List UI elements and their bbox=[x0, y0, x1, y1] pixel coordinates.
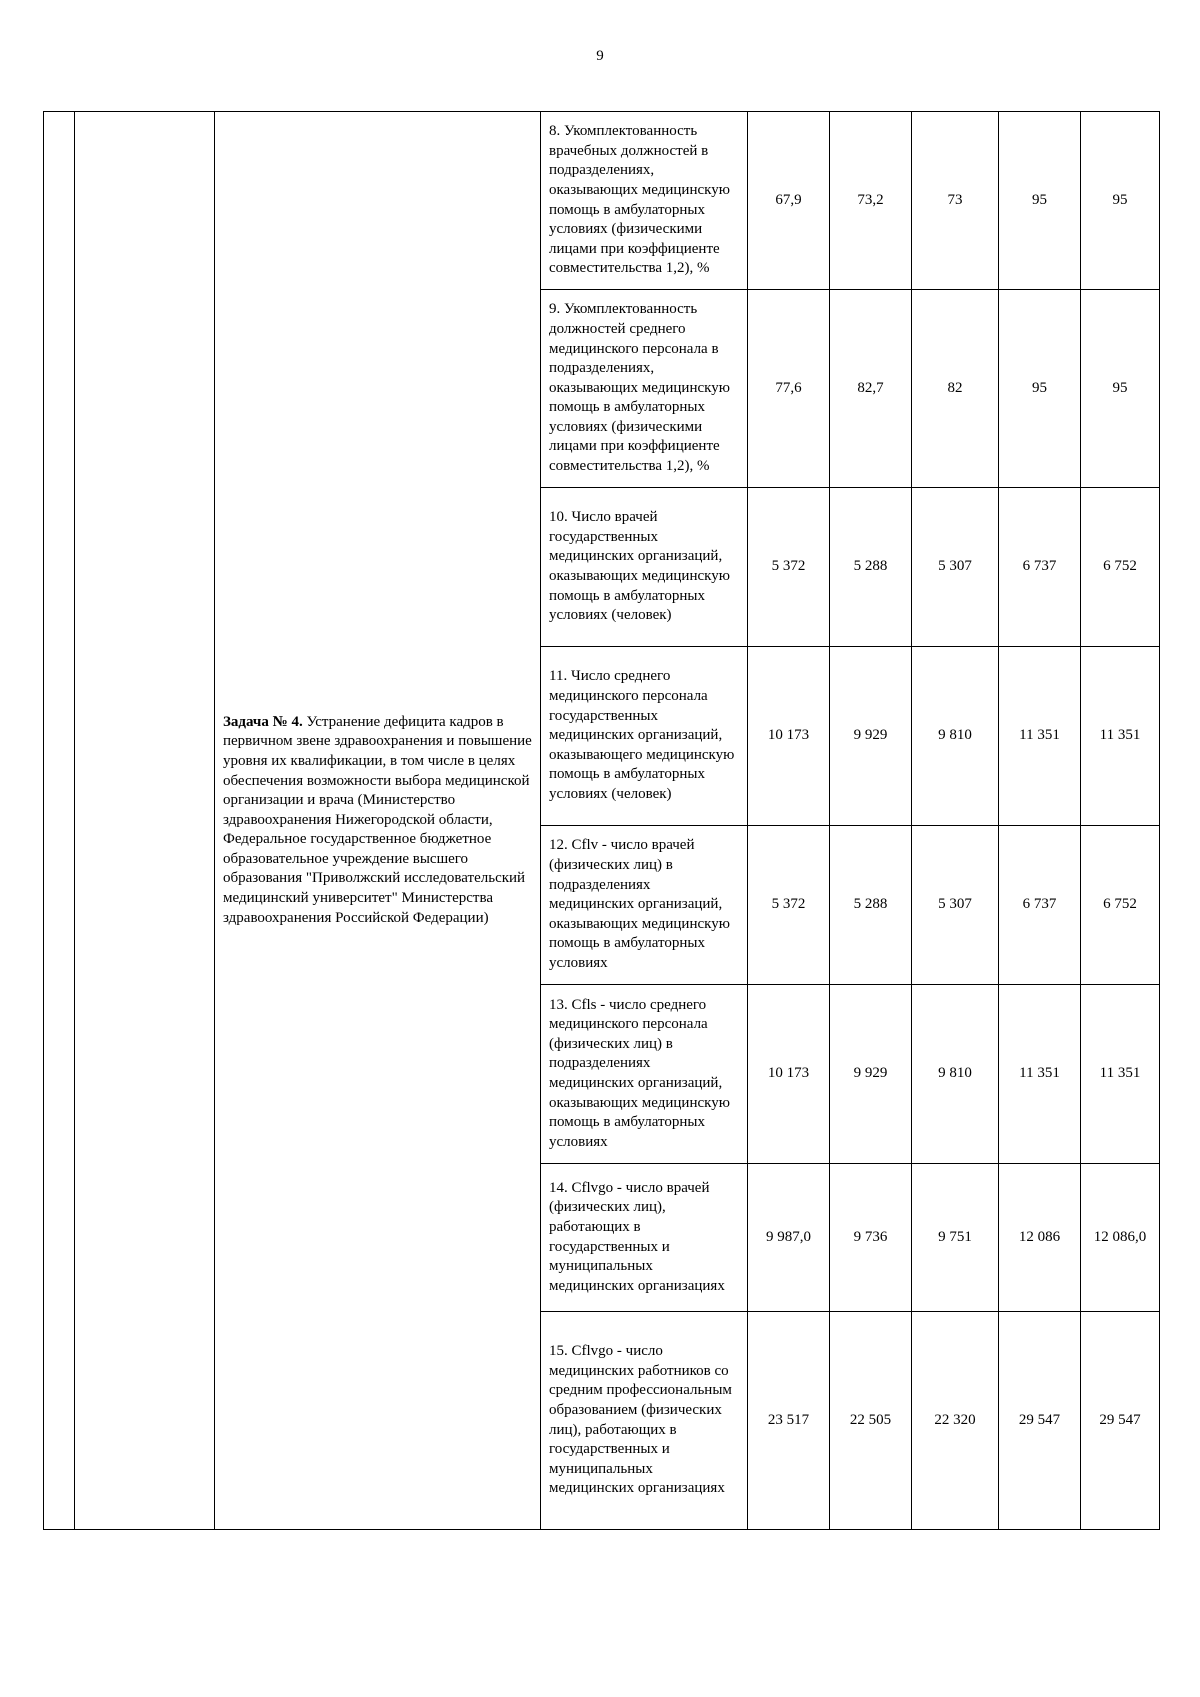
task-text: Устранение дефицита кадров в первичном звене здравоохранения и повышение уровня их квалификации, в том числе в целях обеспечения возможности выбора медицинской организации и врача (Министерство здравоохранения Нижегородской области, Федеральное государственное бюджетное образовательное учреждение высшего образования "Приволжский исследовательский медицинский университет" Министерства здравоохранения Российской Федерации) bbox=[223, 713, 532, 926]
value-cell: 9 810 bbox=[912, 647, 999, 826]
indicator-name: 10. Число врачей государственных медицинских организаций, оказывающих медицинскую помощь в амбулаторных условиях (человек) bbox=[541, 488, 748, 647]
value-cell: 5 307 bbox=[912, 826, 999, 985]
value-cell: 77,6 bbox=[748, 290, 830, 488]
value-cell: 11 351 bbox=[1081, 647, 1160, 826]
value-cell: 9 929 bbox=[830, 985, 912, 1164]
value-cell: 73 bbox=[912, 112, 999, 290]
value-cell: 82,7 bbox=[830, 290, 912, 488]
indicator-name: 14. Cflvgo - число врачей (физических лиц), работающих в государственных и муниципальных медицинских организациях bbox=[541, 1164, 748, 1312]
value-cell: 95 bbox=[999, 112, 1081, 290]
page-number: 9 bbox=[596, 48, 604, 64]
value-cell: 5 372 bbox=[748, 826, 830, 985]
value-cell: 9 751 bbox=[912, 1164, 999, 1312]
value-cell: 10 173 bbox=[748, 985, 830, 1164]
value-cell: 5 288 bbox=[830, 826, 912, 985]
value-cell: 95 bbox=[1081, 112, 1160, 290]
value-cell: 12 086 bbox=[999, 1164, 1081, 1312]
value-cell: 67,9 bbox=[748, 112, 830, 290]
value-cell: 29 547 bbox=[999, 1312, 1081, 1530]
value-cell: 6 752 bbox=[1081, 826, 1160, 985]
empty-number-cell bbox=[44, 112, 75, 1530]
value-cell: 95 bbox=[999, 290, 1081, 488]
empty-cell bbox=[75, 112, 215, 1530]
value-cell: 9 810 bbox=[912, 985, 999, 1164]
value-cell: 23 517 bbox=[748, 1312, 830, 1530]
value-cell: 82 bbox=[912, 290, 999, 488]
value-cell: 11 351 bbox=[999, 985, 1081, 1164]
indicator-name: 8. Укомплектованность врачебных должностей в подразделениях, оказывающих медицинскую помощь в амбулаторных условиях (физическими лицами при коэффициенте совместительства 1,2), % bbox=[541, 112, 748, 290]
value-cell: 6 752 bbox=[1081, 488, 1160, 647]
value-cell: 6 737 bbox=[999, 826, 1081, 985]
value-cell: 22 505 bbox=[830, 1312, 912, 1530]
indicator-name: 9. Укомплектованность должностей среднего медицинского персонала в подразделениях, оказывающих медицинскую помощь в амбулаторных условиях (физическими лицами при коэффициенте совместительства 1,2), % bbox=[541, 290, 748, 488]
value-cell: 9 987,0 bbox=[748, 1164, 830, 1312]
value-cell: 12 086,0 bbox=[1081, 1164, 1160, 1312]
indicator-name: 12. Cflv - число врачей (физических лиц) в подразделениях медицинских организаций, оказывающих медицинскую помощь в амбулаторных условиях bbox=[541, 826, 748, 985]
value-cell: 5 307 bbox=[912, 488, 999, 647]
value-cell: 5 372 bbox=[748, 488, 830, 647]
value-cell: 9 736 bbox=[830, 1164, 912, 1312]
indicator-name: 11. Число среднего медицинского персонала государственных медицинских организаций, оказывающего медицинскую помощь в амбулаторных условиях (человек) bbox=[541, 647, 748, 826]
task-cell bbox=[215, 112, 541, 1530]
indicators-table bbox=[43, 111, 1160, 1530]
value-cell: 5 288 bbox=[830, 488, 912, 647]
value-cell: 10 173 bbox=[748, 647, 830, 826]
value-cell: 6 737 bbox=[999, 488, 1081, 647]
table-row bbox=[44, 112, 1160, 290]
value-cell: 29 547 bbox=[1081, 1312, 1160, 1530]
value-cell: 9 929 bbox=[830, 647, 912, 826]
value-cell: 95 bbox=[1081, 290, 1160, 488]
indicator-name: 15. Cflvgo - число медицинских работников со средним профессиональным образованием (физических лиц), работающих в государственных и муниципальных медицинских организациях bbox=[541, 1312, 748, 1530]
indicator-name: 13. Cfls - число среднего медицинского персонала (физических лиц) в подразделениях медицинских организаций, оказывающих медицинскую помощь в амбулаторных условиях bbox=[541, 985, 748, 1164]
value-cell: 22 320 bbox=[912, 1312, 999, 1530]
value-cell: 73,2 bbox=[830, 112, 912, 290]
value-cell: 11 351 bbox=[1081, 985, 1160, 1164]
task-heading: Задача № 4. bbox=[223, 713, 303, 730]
value-cell: 11 351 bbox=[999, 647, 1081, 826]
